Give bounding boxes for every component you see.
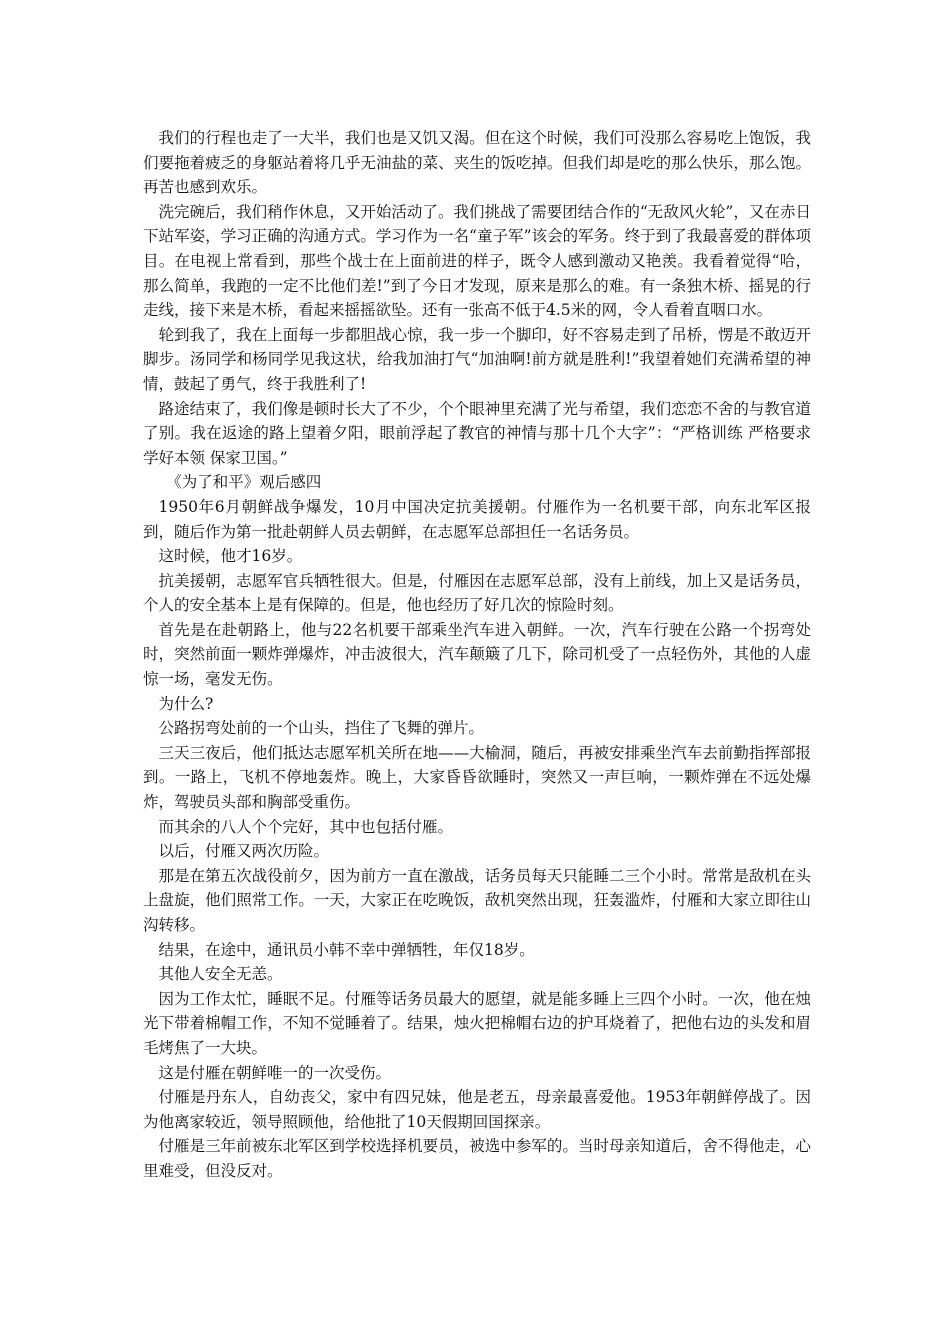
paragraph: 洗完碗后，我们稍作休息，又开始活动了。我们挑战了需要团结合作的“无敌风火轮”，又在赤日下站军姿，学习正确的沟通方式。学习作为一名“童子军”该会的军务。终于到了我最喜爱的群体项目。在电视上常看到，那些个战士在上面前进的样子，既令人感到激动又艳羡。我看着觉得“哈，那么简单，我跑的一定不比他们差!”到了今日才发现，原来是那么的难。有一条独木桥、摇晃的行走线，接下来是木桥，看起来摇摇欲坠。还有一张高不低于4.5米的网，令人看着直咽口水。 (143, 202, 811, 320)
paragraph: 这时候，他才16岁。 (158, 547, 303, 566)
paragraph: 结果，在途中，通讯员小韩不幸中弹牺牲，年仅18岁。 (158, 940, 535, 959)
paragraph: 1950年6月朝鲜战争爆发，10月中国决定抗美援朝。付雁作为一名机要干部，向东北军区报到，随后作为第一批赴朝鲜人员去朝鲜，在志愿军总部担任一名话务员。 (143, 497, 811, 541)
section-title: 《为了和平》观后感四 (166, 473, 322, 492)
paragraph: 轮到我了，我在上面每一步都胆战心惊，我一步一个脚印，好不容易走到了吊桥，愣是不敢迈开脚步。汤同学和杨同学见我这状，给我加油打气“加油啊!前方就是胜利!”我望着她们充满希望的神情，鼓起了勇气，终于我胜利了! (143, 325, 811, 393)
paragraph: 路途结束了，我们像是顿时长大了不少，个个眼神里充满了光与希望，我们恋恋不舍的与教官道了别。我在返途的路上望着夕阳，眼前浮起了教官的神情与那十几个大字”：“严格训练 严格要求 学好本领 保家卫国。” (143, 399, 811, 467)
paragraph: 我们的行程也走了一大半，我们也是又饥又渴。但在这个时候，我们可没那么容易吃上饱饭，我们要拖着疲乏的身躯站着将几乎无油盐的菜、夹生的饭吃掉。但我们却是吃的那么快乐，那么饱。再苦也感到欢乐。 (143, 129, 811, 197)
paragraph: 首先是在赴朝路上，他与22名机要干部乘坐汽车进入朝鲜。一次，汽车行驶在公路一个拐弯处时，突然前面一颗炸弹爆炸，冲击波很大，汽车颠簸了几下，除司机受了一点轻伤外，其他的人虚惊一场，毫发无伤。 (143, 620, 811, 689)
paragraph: 公路拐弯处前的一个山头，挡住了飞舞的弹片。 (158, 719, 485, 738)
paragraph: 为什么? (158, 694, 214, 713)
paragraph: 因为工作太忙，睡眠不足。付雁等话务员最大的愿望，就是能多睡上三四个小时。一次，他在烛光下带着棉帽工作，不知不觉睡着了。结果，烛火把棉帽右边的护耳烧着了，把他右边的头发和眉毛烤焦了一大块。 (143, 989, 811, 1057)
paragraph: 这是付雁在朝鲜唯一的一次受伤。 (158, 1063, 392, 1082)
paragraph: 三天三夜后，他们抵达志愿军机关所在地——大榆洞，随后，再被安排乘坐汽车去前勤指挥部报到。一路上，飞机不停地轰炸。晚上，大家昏昏欲睡时，突然又一声巨响，一颗炸弹在不远处爆炸，驾驶员头部和胸部受重伤。 (143, 743, 811, 812)
paragraph: 其他人安全无恙。 (158, 965, 283, 984)
paragraph: 而其余的八人个个完好，其中也包括付雁。 (158, 817, 454, 836)
paragraph: 以后，付雁又两次历险。 (158, 842, 330, 861)
paragraph: 那是在第五次战役前夕，因为前方一直在激战，话务员每天只能睡二三个小时。常常是敌机在头上盘旋，他们照常工作。一天，大家正在吃晚饭，敌机突然出现，狂轰滥炸，付雁和大家立即往山沟转移。 (143, 866, 811, 934)
paragraph: 抗美援朝，志愿军官兵牺牲很大。但是，付雁因在志愿军总部，没有上前线，加上又是话务员，个人的安全基本上是有保障的。但是，他也经历了好几次的惊险时刻。 (143, 571, 811, 615)
paragraph: 付雁是丹东人，自幼丧父，家中有四兄妹，他是老五，母亲最喜爱他。1953年朝鲜停战了。因为他离家较近，领导照顾他，给他批了10天假期回国探亲。 (143, 1088, 811, 1131)
paragraph: 付雁是三年前被东北军区到学校选择机要员，被选中参军的。当时母亲知道后，舍不得他走，心里难受，但没反对。 (143, 1137, 811, 1180)
document-body (143, 126, 811, 1184)
